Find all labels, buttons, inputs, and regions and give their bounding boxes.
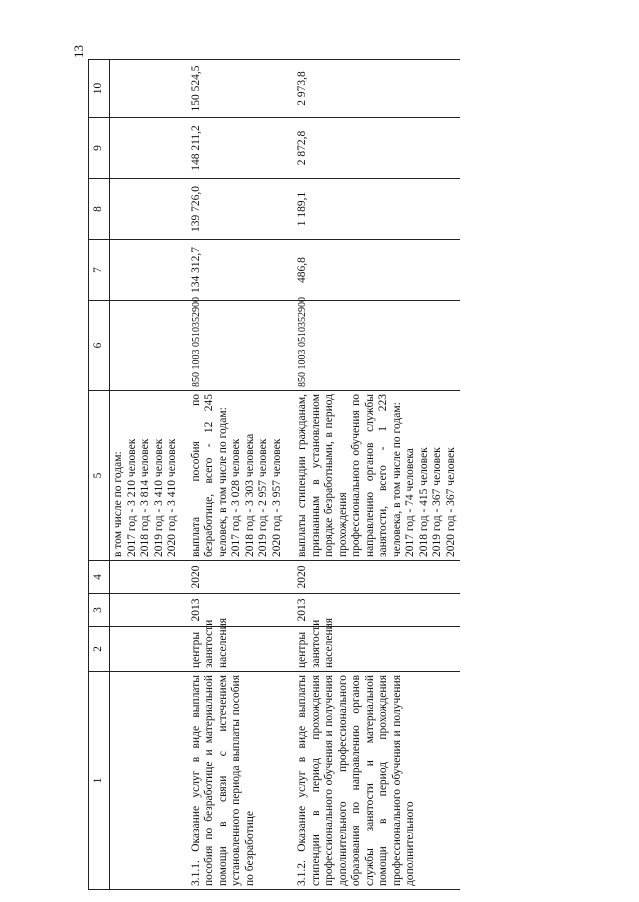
amount-cell: 486,8 bbox=[294, 240, 460, 301]
indicator-text: выплата пособия по безработице, всего - 12 245 человек, в том числе по годам: bbox=[189, 394, 229, 557]
column-number: 1 bbox=[89, 672, 110, 890]
amount-cell: 134 312,7 bbox=[188, 240, 295, 301]
year-line: 2018 год - 415 человек bbox=[417, 447, 430, 557]
indicator-cell bbox=[294, 391, 460, 561]
start-year-cell: 2013 bbox=[294, 594, 460, 627]
continued-year-line: 2020 год - 3 410 человек bbox=[166, 438, 178, 557]
budget-code-cell: 850 1003 0510352900 bbox=[294, 301, 460, 391]
amount-cell: 2 973,8 bbox=[294, 60, 460, 118]
table-row bbox=[294, 60, 460, 890]
start-year-cell: 2013 bbox=[188, 594, 295, 627]
year-line: 2020 год - 367 человек bbox=[444, 447, 457, 557]
continued-years-cell bbox=[110, 391, 188, 561]
column-number: 9 bbox=[89, 118, 110, 179]
indicator-text: выплаты стипендии гражданам, признанным в установленном порядке безработными, в период прохождения профессионального обучения по направлению органов службы занятости, всего - 1 223 человека, в том числе по годам: bbox=[296, 394, 403, 557]
table-row bbox=[188, 60, 295, 890]
column-number: 2 bbox=[89, 627, 110, 672]
column-number: 4 bbox=[89, 561, 110, 594]
continued-year-line: 2017 год - 3 210 человек bbox=[125, 438, 138, 557]
column-number: 3 bbox=[89, 594, 110, 627]
amount-cell: 1 189,1 bbox=[294, 179, 460, 240]
continued-year-line: 2019 год - 3 410 человек bbox=[152, 438, 165, 557]
executor-cell: центры занятости населения bbox=[294, 627, 460, 672]
measure-name-cell: 3.1.1. Оказание услуг в виде выплаты пособия по безработице и материальной помощи в связи с истечением установленного периода выплаты пособия по безработице bbox=[188, 672, 295, 890]
measure-name-cell: 3.1.2. Оказание услуг в виде выплаты стипендии в период прохождения профессионального обучения и получения дополнительного профессионального образования по направлению органов службы занятости и материальной помощи в период прохождения профессионального обучения и получения дополнительного bbox=[294, 672, 460, 890]
amount-cell: 139 726,0 bbox=[188, 179, 295, 240]
indicator-cell bbox=[188, 391, 295, 561]
column-number-row bbox=[89, 60, 110, 890]
rotated-table-container bbox=[88, 60, 528, 890]
end-year-cell: 2020 bbox=[188, 561, 295, 594]
column-number: 6 bbox=[89, 301, 110, 391]
column-number: 5 bbox=[89, 391, 110, 561]
year-line: 2018 год - 3 303 человека bbox=[243, 433, 256, 557]
table-row-continued bbox=[110, 60, 188, 890]
executor-cell: центры занятости населения bbox=[188, 627, 295, 672]
column-number: 8 bbox=[89, 179, 110, 240]
amount-cell: 150 524,5 bbox=[188, 60, 295, 118]
column-number: 10 bbox=[89, 60, 110, 118]
column-number: 7 bbox=[89, 240, 110, 301]
continued-intro: в том числе по годам: bbox=[112, 451, 124, 557]
year-line: 2019 год - 367 человек bbox=[431, 447, 443, 557]
budget-code-cell: 850 1003 0510352900 bbox=[188, 301, 295, 391]
amount-cell: 148 211,2 bbox=[188, 118, 295, 179]
program-table bbox=[88, 59, 460, 890]
page-number: 13 bbox=[71, 45, 86, 58]
year-line: 2017 год - 3 028 человек bbox=[230, 438, 242, 557]
amount-cell: 2 872,8 bbox=[294, 118, 460, 179]
year-line: 2020 год - 3 957 человек bbox=[270, 438, 283, 557]
end-year-cell: 2020 bbox=[294, 561, 460, 594]
year-line: 2017 год - 74 человека bbox=[404, 448, 416, 557]
continued-year-line: 2018 год - 3 814 человек bbox=[139, 438, 151, 557]
year-line: 2019 год - 2 957 человек bbox=[257, 438, 269, 557]
